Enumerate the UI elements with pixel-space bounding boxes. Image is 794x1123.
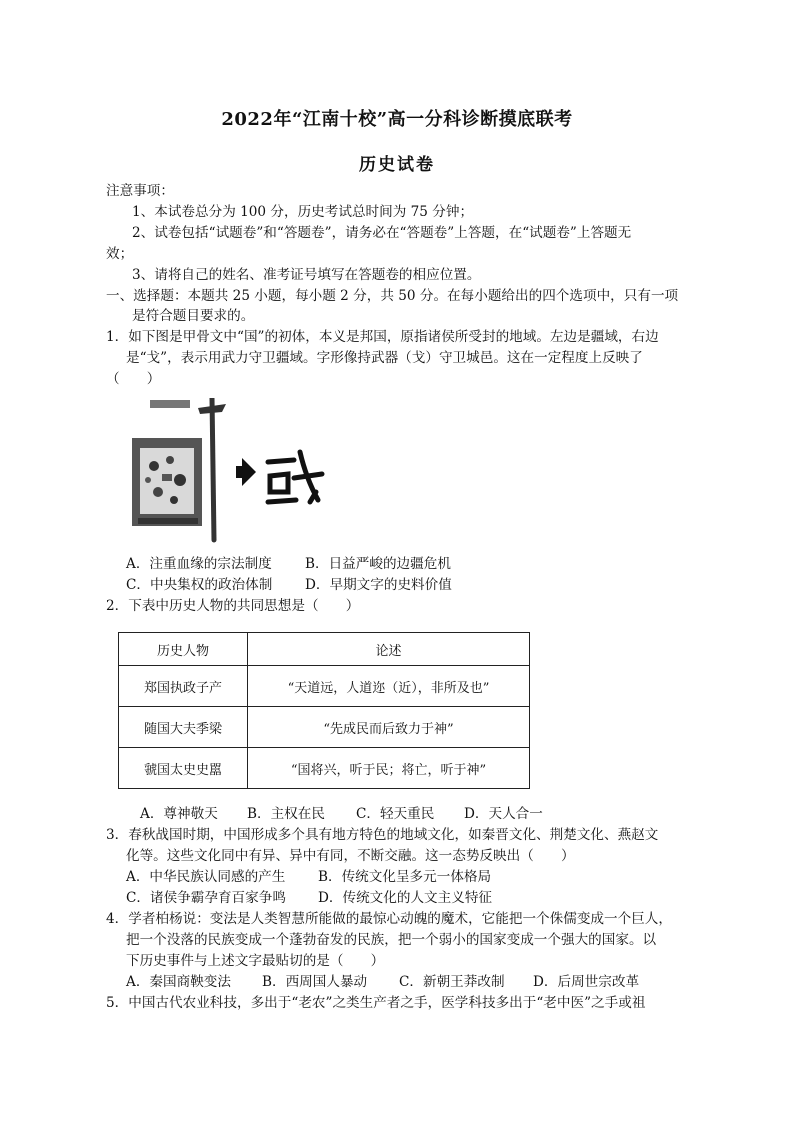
fig-territory-base: [138, 518, 198, 524]
note-item-1: 1、本试卷总分为 100 分，历史考试总时间为 75 分钟；: [132, 204, 474, 220]
q1-option-d: D．早期文字的史料价值: [305, 577, 452, 593]
q3-option-c: C．诸侯争霸孕育百家争鸣: [126, 890, 286, 906]
section1-line2: 是符合题目要求的。: [132, 308, 255, 324]
note-item-2b: 效；: [106, 246, 134, 262]
q2-table-header-row: [119, 633, 530, 666]
q4-stem-line3: 下历史事件与上述文字最贴切的是（ ）: [126, 953, 385, 969]
q4-stem-line1: 4．学者柏杨说：变法是人类智慧所能做的最惊心动魄的魔术，它能把一个侏儒变成一个巨人，: [106, 911, 672, 927]
q4-option-c: C．新朝王莽改制: [399, 974, 505, 990]
q2-table-cell-person: 随国大夫季梁: [119, 707, 248, 748]
q2-option-a: A．尊神敬天: [140, 806, 218, 822]
fig-guo-character: [268, 452, 322, 502]
q2-table-header-statement: 论述: [248, 633, 530, 666]
q4-stem-line2: 把一个没落的民族变成一个蓬勃奋发的民族，把一个弱小的国家变成一个强大的国家。以: [126, 932, 657, 948]
q2-table-cell-statement: “天道远，人道迩（近），非所及也”: [248, 666, 530, 707]
table-row: [119, 707, 530, 748]
q4-option-a: A．秦国商鞅变法: [126, 974, 231, 990]
notes-heading: 注意事项：: [106, 183, 174, 199]
fig-top-mark: [150, 400, 190, 408]
q5-stem-line1: 5．中国古代农业科技，多出于“老农”之类生产者之手，医学科技多出于“老中医”之手或祖: [106, 995, 646, 1011]
note-item-3: 3、请将自己的姓名、准考证号填写在答题卷的相应位置。: [132, 267, 481, 283]
q1-option-b: B．日益严峻的边疆危机: [305, 556, 451, 572]
q4-option-d: D．后周世宗改革: [533, 974, 640, 990]
q2-option-b: B．主权在民: [247, 806, 325, 822]
q2-table-cell-statement: “先成民而后致力于神”: [248, 707, 530, 748]
q2-option-c: C．轻天重民: [356, 806, 435, 822]
exam-subtitle: 历史试卷: [359, 155, 435, 175]
q3-option-d: D．传统文化的人文主义特征: [318, 890, 493, 906]
q3-option-a: A．中华民族认同感的产生: [126, 869, 286, 885]
table-row: [119, 748, 530, 789]
q2-option-d: D．天人合一: [464, 806, 543, 822]
q1-option-c: C．中央集权的政治体制: [126, 577, 273, 593]
q2-table-header-person: 历史人物: [119, 633, 248, 666]
q4-option-b: B．西周国人暴动: [262, 974, 368, 990]
q1-stem-line3: （ ）: [106, 371, 161, 387]
table-row: [119, 666, 530, 707]
exam-title: 2022年“江南十校”高一分科诊断摸底联考: [221, 109, 573, 130]
q2-stem: 2．下表中历史人物的共同思想是（ ）: [106, 598, 360, 614]
q3-stem-line2: 化等。这些文化同中有异、异中有同，不断交融。这一态势反映出（ ）: [126, 848, 575, 864]
q2-table: [118, 632, 530, 789]
q3-option-b: B．传统文化呈多元一体格局: [318, 869, 492, 885]
q1-stem-line1: 1．如下图是甲骨文中“国”的初体，本义是邦国，原指诸侯所受封的地域。左边是疆域，右边: [106, 329, 659, 345]
q1-option-a: A．注重血缘的宗法制度: [126, 556, 272, 572]
fig-arrow-head: [242, 458, 256, 486]
oracle-bone-guo-figure: [118, 394, 333, 544]
q3-stem-line1: 3．春秋战国时期，中国形成多个具有地方特色的地域文化，如秦晋文化、荆楚文化、燕赵文: [106, 827, 659, 843]
section1-line1: 一、选择题：本题共 25 小题，每小题 2 分，共 50 分。在每小题给出的四个选项中，只有一项: [106, 288, 679, 304]
note-item-2a: 2、试卷包括“试题卷”和“答题卷”，请务必在“答题卷”上答题，在“试题卷”上答题无: [132, 225, 632, 241]
q2-table-cell-person: 虢国太史史嚚: [119, 748, 248, 789]
q2-table-cell-person: 郑国执政子产: [119, 666, 248, 707]
q1-stem-line2: 是“戈”，表示用武力守卫疆域。字形像持武器（戈）守卫城邑。这在一定程度上反映了: [126, 350, 643, 366]
fig-halberd-shaft: [212, 398, 214, 540]
q2-table-cell-statement: “国将兴，听于民；将亡，听于神”: [248, 748, 530, 789]
